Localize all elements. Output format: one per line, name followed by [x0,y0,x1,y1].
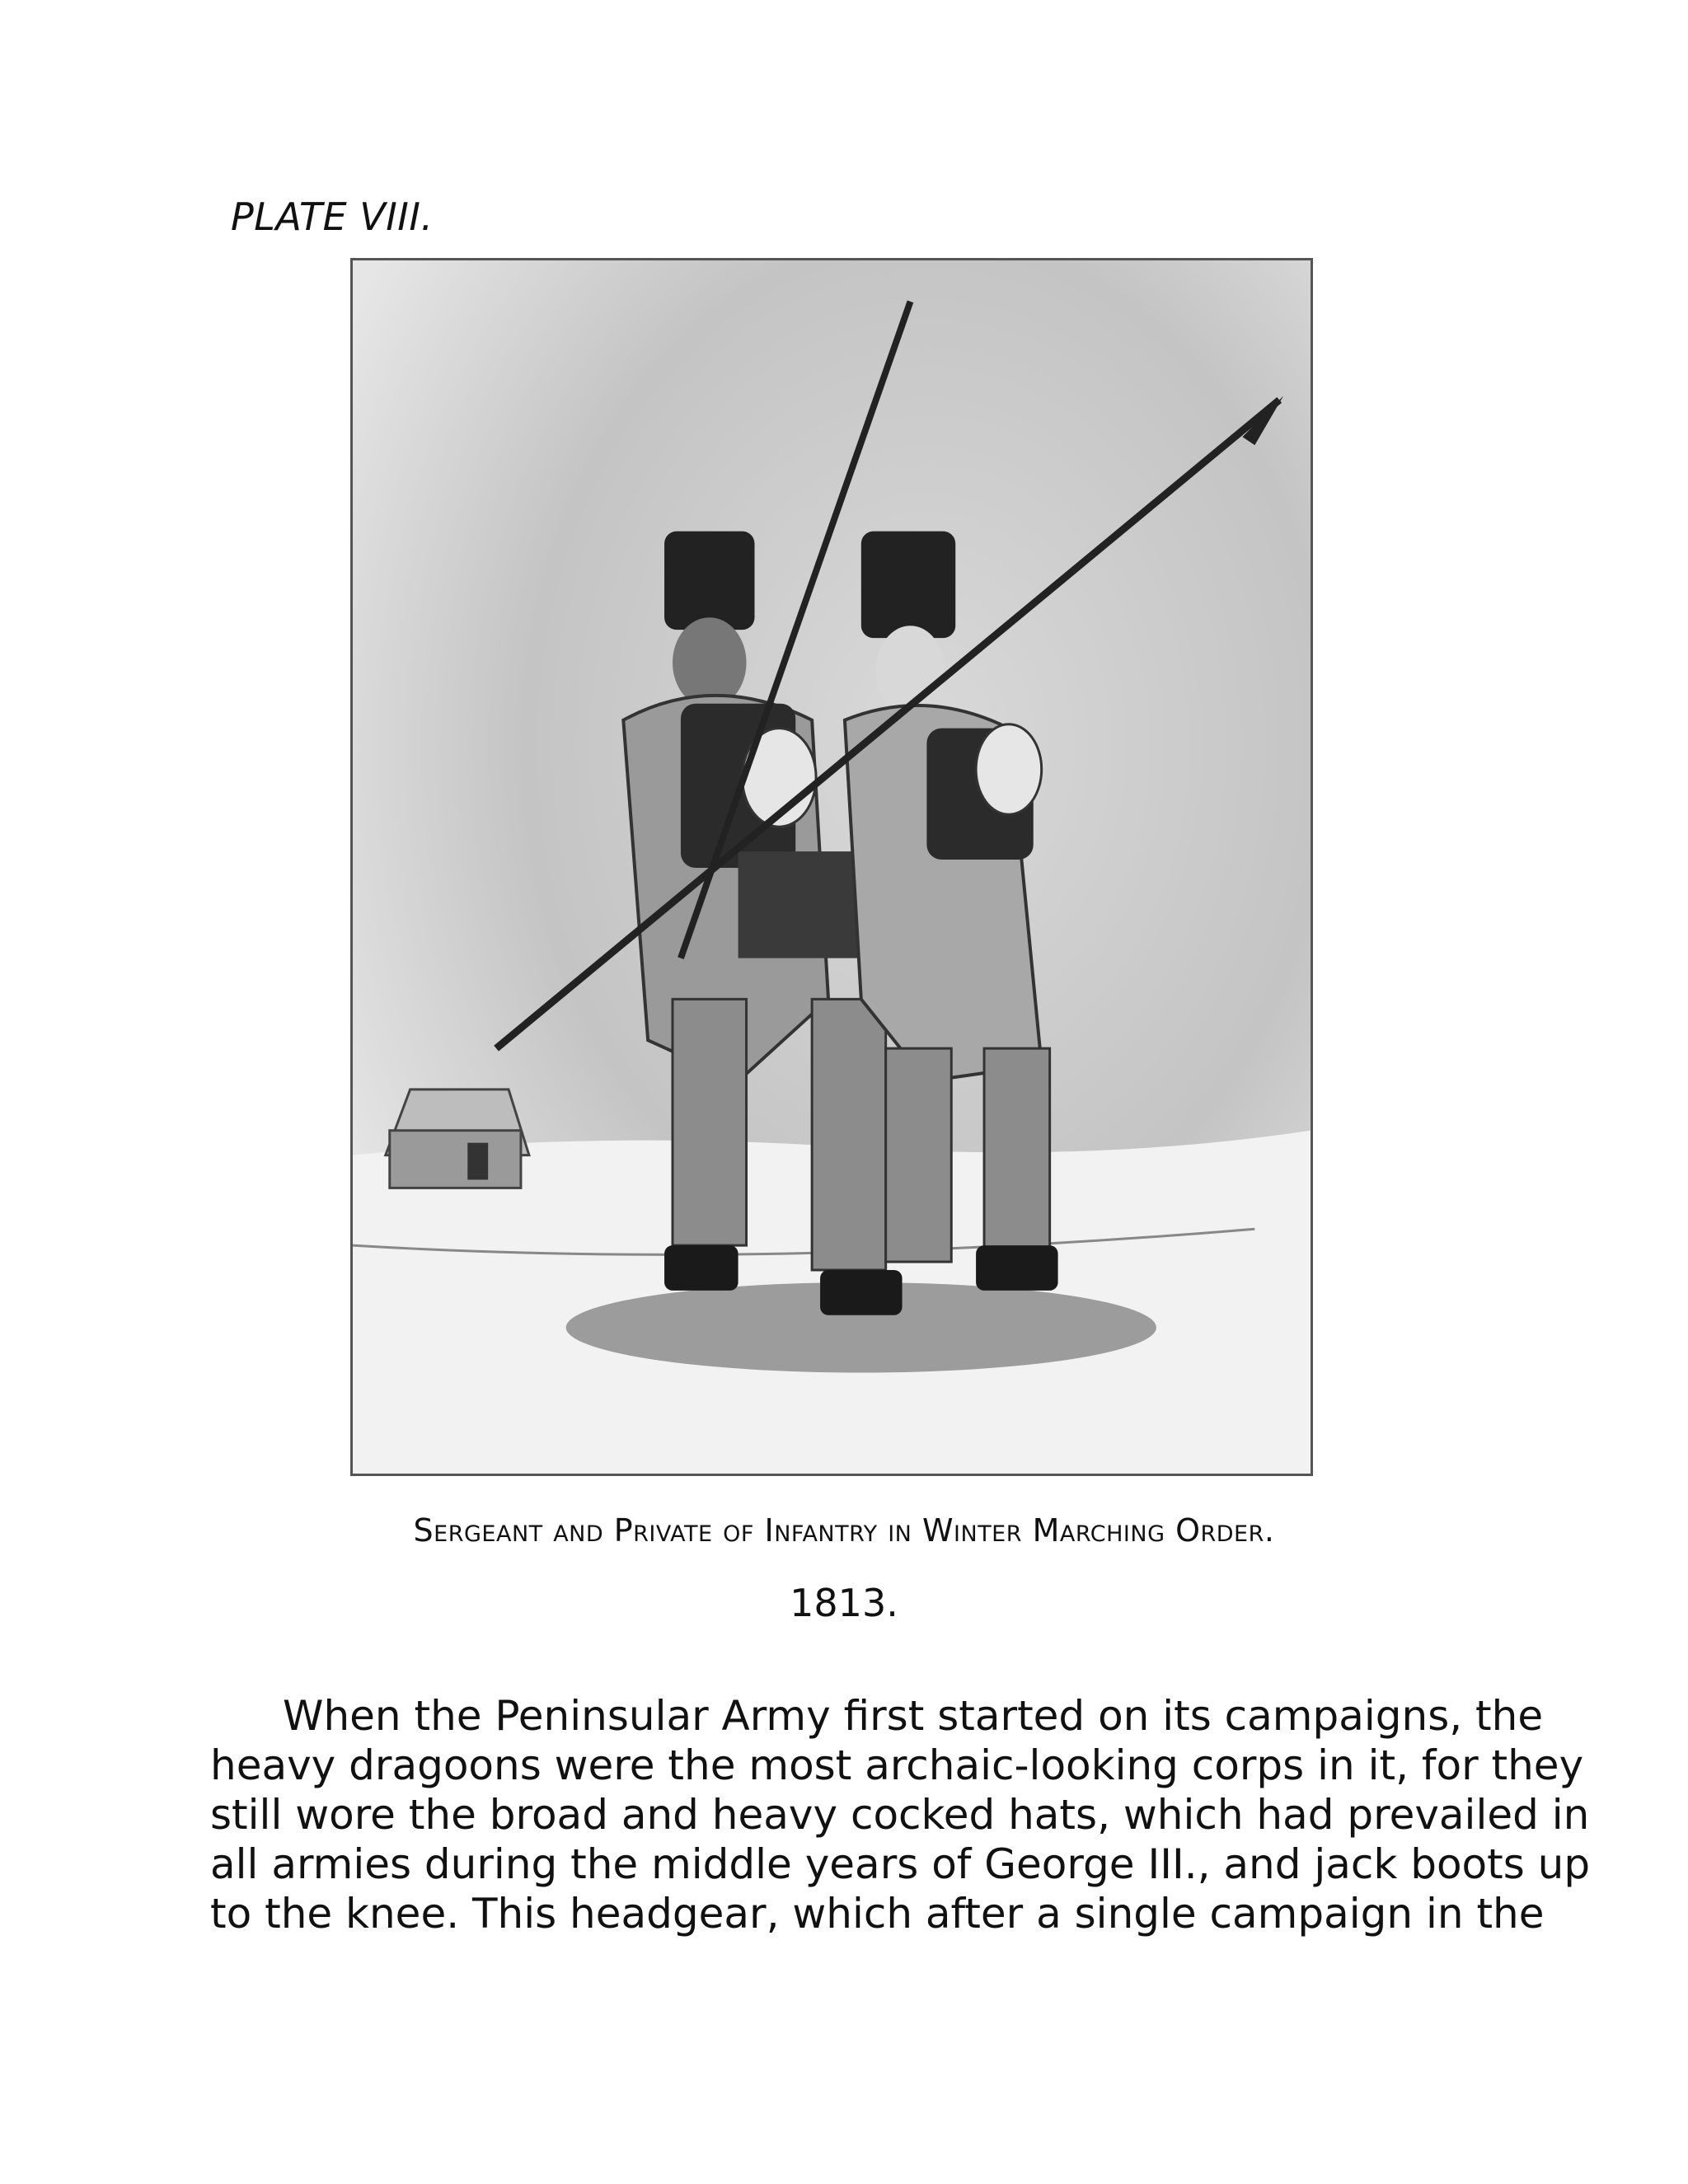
body-line: heavy dragoons were the most archaic-looking corps in it, for they [210,1741,1584,1789]
body-line: all armies during the middle years of George III., and jack boots up [210,1840,1591,1888]
body-line: still wore the broad and heavy cocked hats, which had prevailed in [210,1791,1590,1839]
plate-caption: Sergeant and Private of Infantry in Winter Marching Order. [413,1512,1275,1549]
illustration-soldiers-marching [353,260,1311,1474]
plate-illustration [350,258,1313,1476]
body-line: When the Peninsular Army first started on its campaigns, the [283,1692,1544,1740]
plate-label: PLATE VIII. [231,194,434,239]
body-line: to the knee. This headgear, which after a single campaign in the [210,1890,1545,1938]
distant-house [386,1090,529,1188]
body-paragraph [210,1691,1591,1938]
plate-year: 1813. [790,1581,898,1625]
